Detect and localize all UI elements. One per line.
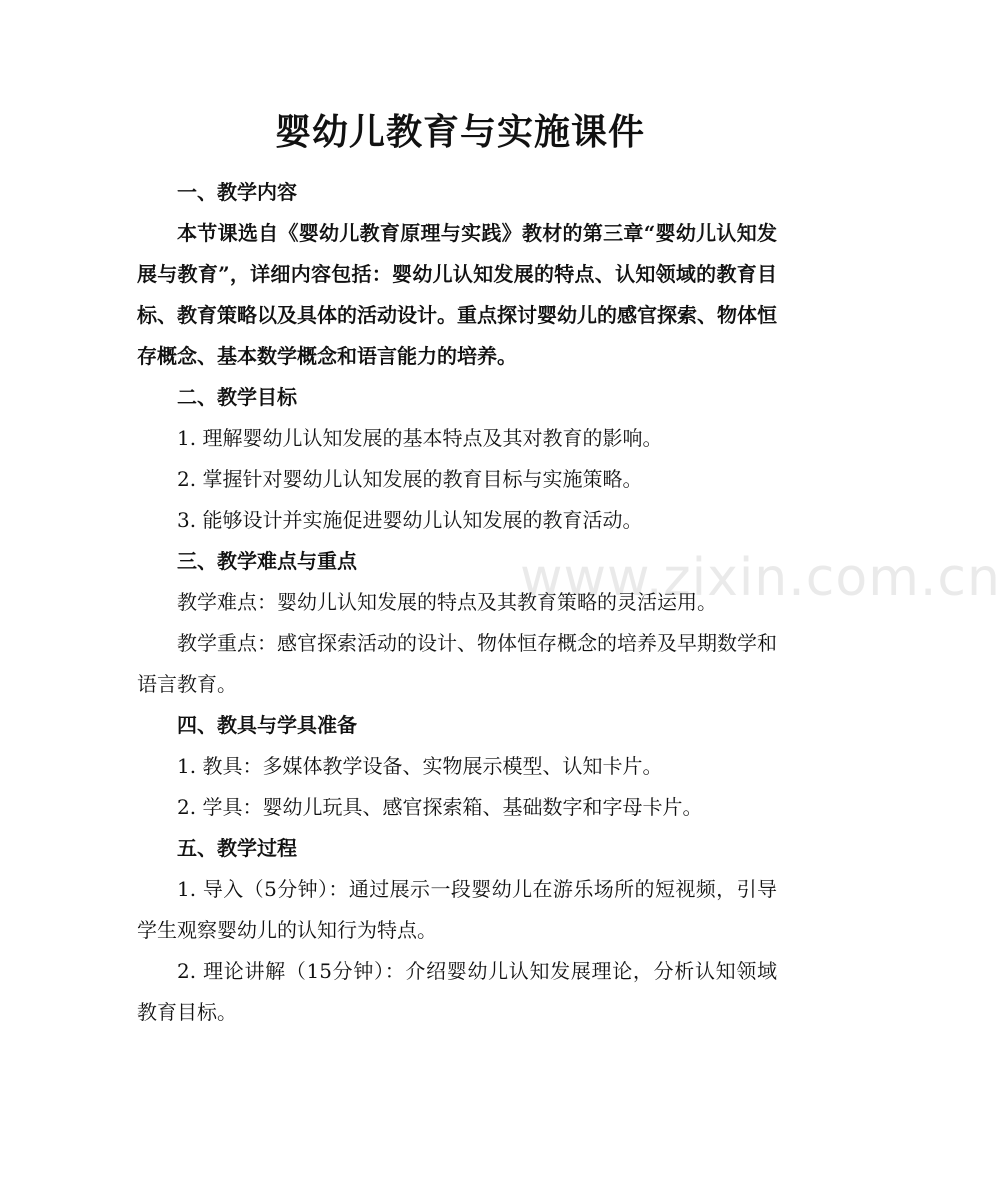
objective-item-2: 2. 掌握针对婴幼儿认知发展的教育目标与实施策略。 xyxy=(177,467,643,491)
objective-item-1: 1. 理解婴幼儿认知发展的基本特点及其对教育的影响。 xyxy=(177,426,663,450)
process-item-2: 2. 理论讲解（15分钟）：介绍婴幼儿认知发展理论，分析认知领域教育目标。 xyxy=(137,959,777,1024)
section-heading-content: 一、教学内容 xyxy=(177,180,297,204)
content-paragraph: 本节课选自《婴幼儿教育原理与实践》教材的第三章“婴幼儿认知发展与教育”，详细内容包括：婴幼儿认知发展的特点、认知领域的教育目标、教育策略以及具体的活动设计。重点探讨婴幼儿的感官探索、物体恒存概念、基本数学概念和语言能力的培养。 xyxy=(137,221,777,368)
process-item-1: 1. 导入（5分钟）：通过展示一段婴幼儿在游乐场所的短视频，引导学生观察婴幼儿的认知行为特点。 xyxy=(137,877,777,942)
document-body xyxy=(137,172,777,1033)
section-heading-process: 五、教学过程 xyxy=(177,836,297,860)
section-heading-materials: 四、教具与学具准备 xyxy=(177,713,357,737)
section-heading-difficulties: 三、教学难点与重点 xyxy=(177,549,357,573)
key-point-paragraph: 教学重点：感官探索活动的设计、物体恒存概念的培养及早期数学和语言教育。 xyxy=(137,631,777,696)
material-item-2: 2. 学具：婴幼儿玩具、感官探索箱、基础数字和字母卡片。 xyxy=(177,795,703,819)
section-heading-objectives: 二、教学目标 xyxy=(177,385,297,409)
watermark: www.zixin.com.cn xyxy=(520,548,1001,608)
page-title: 婴幼儿教育与实施课件 xyxy=(274,111,645,153)
objective-item-3: 3. 能够设计并实施促进婴幼儿认知发展的教育活动。 xyxy=(177,508,643,532)
difficulty-paragraph: 教学难点：婴幼儿认知发展的特点及其教育策略的灵活运用。 xyxy=(177,590,717,614)
material-item-1: 1. 教具：多媒体教学设备、实物展示模型、认知卡片。 xyxy=(177,754,663,778)
